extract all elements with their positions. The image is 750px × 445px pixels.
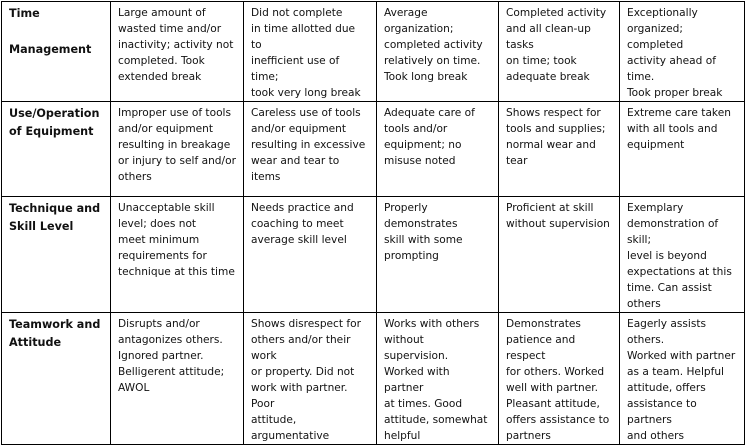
level-cell: Works with others without supervision. Worked with partner at times. Good attitude, somewhat helpful <box>377 313 499 445</box>
level-cell: Unacceptable skill level; does not meet minimum requirements for technique at this time <box>111 197 244 313</box>
level-cell: Exceptionally organized; completed activity ahead of time. Took proper break <box>620 2 745 102</box>
level-cell: Needs practice and coaching to meet average skill level <box>244 197 377 313</box>
level-cell: Demonstrates patience and respect for others. Worked well with partner. Pleasant attitude, offers assistance to partners <box>499 313 620 445</box>
level-cell: Average organization; completed activity relatively on time. Took long break <box>377 2 499 102</box>
criterion-cell: Teamwork and Attitude <box>2 313 111 445</box>
level-cell: Shows respect for tools and supplies; normal wear and tear <box>499 102 620 197</box>
level-cell: Shows disrespect for others and/or their work or property. Did not work with partner. Poor attitude, argumentative <box>244 313 377 445</box>
rubric-row-use-of-equipment <box>2 102 745 197</box>
rubric-row-technique <box>2 197 745 313</box>
rubric-row-time-management <box>2 2 745 102</box>
level-cell: Proficient at skill without supervision <box>499 197 620 313</box>
criterion-cell: Technique and Skill Level <box>2 197 111 313</box>
level-cell: Large amount of wasted time and/or inactivity; activity not completed. Took extended break <box>111 2 244 102</box>
level-cell: Completed activity and all clean-up tasks on time; took adequate break <box>499 2 620 102</box>
level-cell: Adequate care of tools and/or equipment; no misuse noted <box>377 102 499 197</box>
criterion-cell: Time Management <box>2 2 111 102</box>
level-cell: Extreme care taken with all tools and equipment <box>620 102 745 197</box>
level-cell: Disrupts and/or antagonizes others. Ignored partner. Belligerent attitude; AWOL <box>111 313 244 445</box>
rubric-row-teamwork <box>2 313 745 445</box>
level-cell: Properly demonstrates skill with some prompting <box>377 197 499 313</box>
level-cell: Did not complete in time allotted due to inefficient use of time; took very long break <box>244 2 377 102</box>
level-cell: Careless use of tools and/or equipment resulting in excessive wear and tear to items <box>244 102 377 197</box>
level-cell: Improper use of tools and/or equipment resulting in breakage or injury to self and/or others <box>111 102 244 197</box>
criterion-cell: Use/Operation of Equipment <box>2 102 111 197</box>
level-cell: Eagerly assists others. Worked with partner as a team. Helpful attitude, offers assistance to partners and others <box>620 313 745 445</box>
level-cell: Exemplary demonstration of skill; level is beyond expectations at this time. Can assist others <box>620 197 745 313</box>
rubric-table <box>1 1 745 445</box>
